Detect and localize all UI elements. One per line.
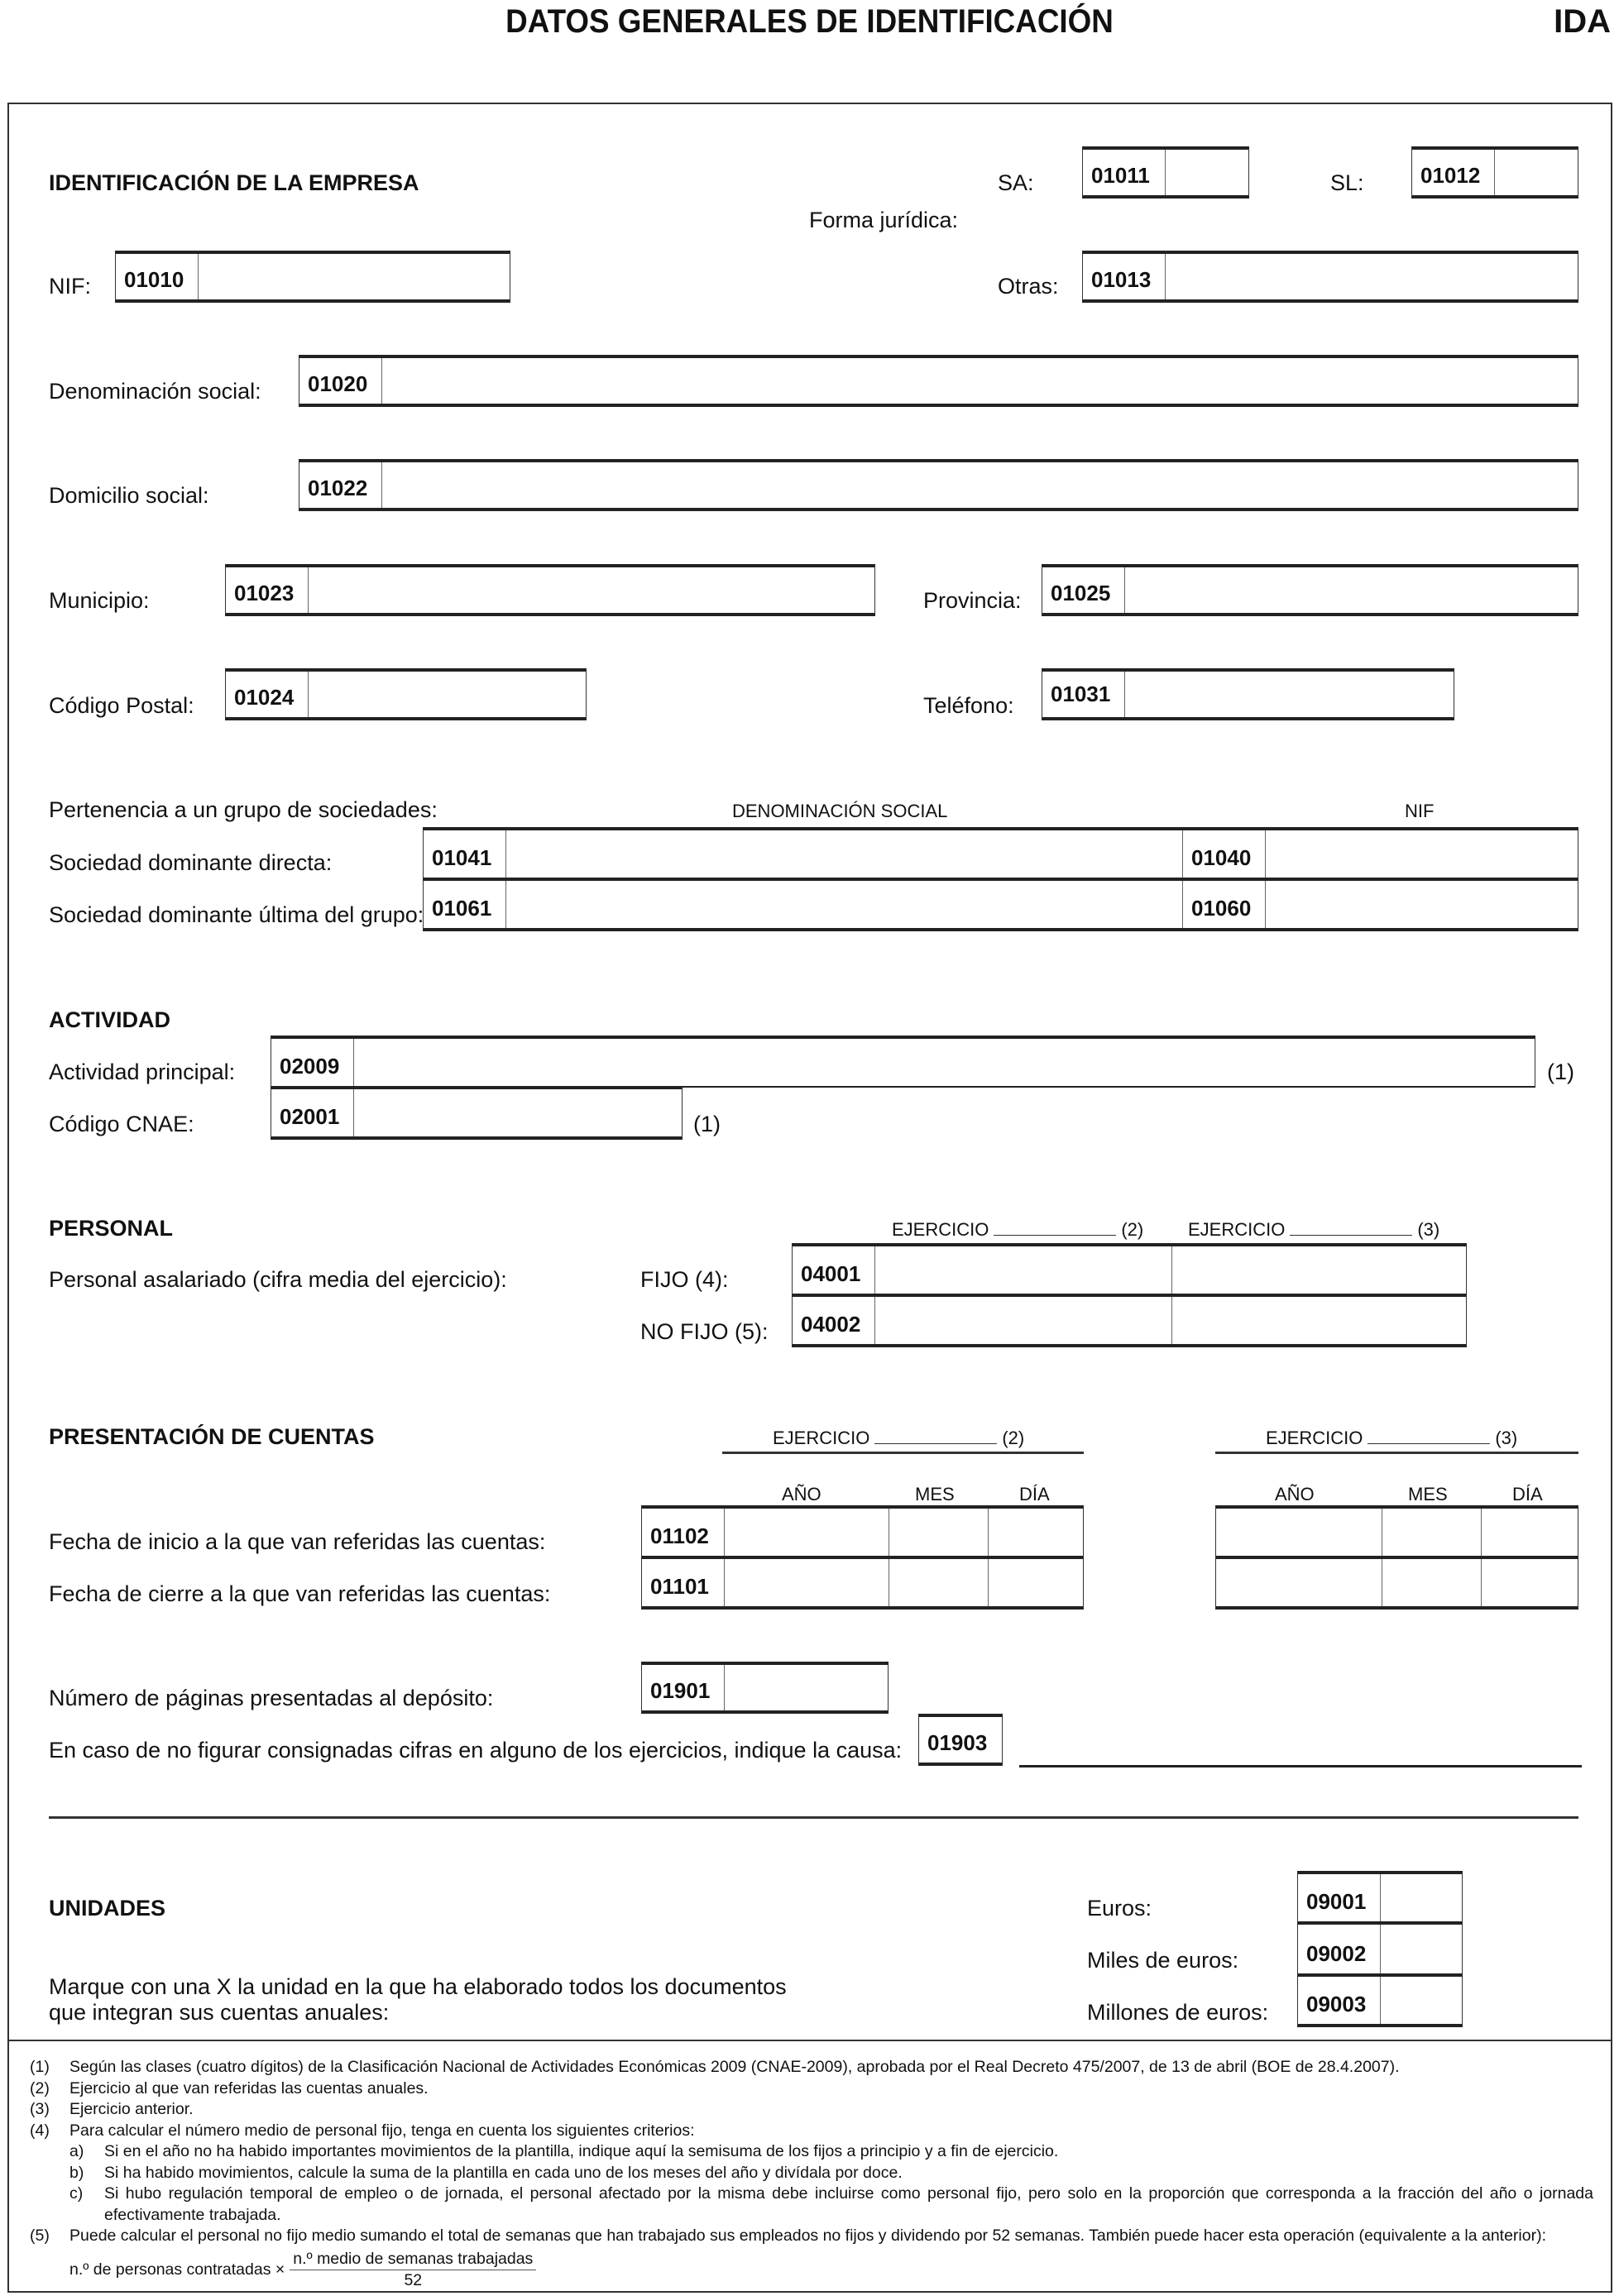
fecha-inicio-actual-field[interactable] [641, 1505, 1084, 1557]
field-code: 01041 [424, 830, 506, 878]
paginas-input[interactable] [725, 1665, 888, 1710]
footnote-ref: (1) [693, 1112, 721, 1136]
section-heading-cuentas: PRESENTACIÓN DE CUENTAS [49, 1424, 375, 1449]
ejercicio-actual-header: EJERCICIO (2) [892, 1219, 1144, 1240]
field-code: 01102 [642, 1509, 725, 1556]
footnote-4c: c) Si hubo regulación temporal de empleo o de jornada, el personal afectado por la misma debe incluirse como personal fijo, pero solo en la proporción que corresponda a la fracción del año o jornada efectivamente trabajada. [69, 2184, 1593, 2224]
field-code: 04002 [793, 1297, 875, 1344]
footnote-1: (1) Según las clases (cuatro dígitos) de la Clasificación Nacional de Actividades Económicas 2009 (CNAE-2009), aprobada por el Real Decreto 475/2007, de 13 de abril (BOE de 28.4.2007). [30, 2058, 1400, 2076]
field-code: 01022 [299, 462, 382, 508]
sa-field[interactable] [1082, 146, 1249, 199]
provincia-input[interactable] [1125, 567, 1578, 613]
field-code: 01024 [226, 672, 309, 717]
field-code: 02009 [271, 1039, 354, 1086]
otras-input[interactable] [1166, 254, 1578, 299]
column-header-denominacion: DENOMINACIÓN SOCIAL [732, 801, 948, 821]
miles-field[interactable] [1297, 1923, 1463, 1975]
no-fijo-anterior-input[interactable] [1172, 1297, 1466, 1344]
col-anio: AÑO [1275, 1484, 1315, 1504]
field-code: 01010 [116, 254, 199, 299]
miles-checkbox-input[interactable] [1381, 1925, 1462, 1973]
euros-checkbox-input[interactable] [1381, 1874, 1462, 1921]
fecha-cierre-anterior-field[interactable] [1215, 1557, 1578, 1610]
municipio-input[interactable] [309, 567, 874, 613]
paginas-label: Número de páginas presentadas al depósito: [49, 1686, 494, 1710]
denominacion-label: Denominación social: [49, 379, 261, 404]
codigo-postal-label: Código Postal: [49, 693, 194, 718]
no-fijo-label: NO FIJO (5): [640, 1319, 769, 1344]
sa-label: SA: [998, 170, 1034, 195]
field-code: 01031 [1042, 672, 1125, 717]
causa-continuation-line [49, 1816, 1578, 1819]
personal-fijo-field[interactable] [792, 1243, 1467, 1295]
dominante-directa-denominacion-input[interactable] [506, 830, 1182, 878]
unidades-instruction: Marque con una X la unidad en la que ha elaborado todos los documentos que integran sus cuentas anuales: [49, 1974, 787, 2025]
field-code: 01020 [299, 358, 382, 404]
municipio-label: Municipio: [49, 588, 150, 613]
col-anio: AÑO [782, 1484, 821, 1504]
field-code: 01061 [424, 881, 506, 928]
denominacion-input[interactable] [382, 358, 1578, 404]
nif-label: NIF: [49, 274, 91, 299]
field-code: 01013 [1083, 254, 1166, 299]
grupo-row-directa[interactable] [423, 827, 1578, 879]
field-code: 01040 [1183, 830, 1266, 878]
euros-label: Euros: [1087, 1896, 1152, 1921]
inicio-anterior-mes-input[interactable] [1382, 1509, 1481, 1556]
grupo-row-ultima[interactable] [423, 879, 1578, 931]
paginas-field[interactable] [641, 1662, 889, 1714]
footnote-2: (2) Ejercicio al que van referidas las cuentas anuales. [30, 2078, 429, 2097]
footnotes [30, 2057, 1593, 2292]
col-dia: DÍA [1512, 1484, 1543, 1504]
millones-field[interactable] [1297, 1975, 1463, 2027]
no-fijo-actual-input[interactable] [875, 1297, 1171, 1344]
section-heading-actividad: ACTIVIDAD [49, 1007, 170, 1032]
cuentas-ejercicio-anterior-header: EJERCICIO (3) [1266, 1428, 1518, 1448]
sl-field[interactable] [1411, 146, 1578, 199]
field-code: 01060 [1183, 881, 1266, 928]
nif-field[interactable] [115, 251, 510, 303]
telefono-field[interactable] [1042, 668, 1454, 720]
dominante-directa-nif-input[interactable] [1266, 830, 1578, 878]
page-title: DATOS GENERALES DE IDENTIFICACIÓN [505, 3, 1114, 40]
nif-input[interactable] [199, 254, 510, 299]
causa-label: En caso de no figurar consignadas cifras en alguno de los ejercicios, indique la causa: [49, 1738, 903, 1763]
formula: n.º de personas contratadas × $\frac{\text{n.º medio de semanas trabajadas}}{52}$ [30, 2249, 1593, 2292]
fijo-anterior-input[interactable] [1172, 1246, 1466, 1294]
actividad-principal-label: Actividad principal: [49, 1060, 236, 1084]
sl-label: SL: [1330, 170, 1364, 195]
field-code: 01903 [927, 1730, 988, 1755]
municipio-field[interactable] [225, 564, 875, 616]
millones-checkbox-input[interactable] [1381, 1977, 1462, 2024]
grupo-label: Pertenencia a un grupo de sociedades: [49, 797, 438, 822]
domicilio-label: Domicilio social: [49, 483, 209, 508]
divider [722, 1452, 1084, 1454]
millones-label: Millones de euros: [1087, 2000, 1269, 2025]
field-code: 01025 [1042, 567, 1125, 613]
euros-field[interactable] [1297, 1871, 1463, 1923]
column-header-nif: NIF [1405, 801, 1435, 821]
field-code: 01101 [642, 1559, 725, 1606]
section-heading-personal: PERSONAL [49, 1216, 174, 1241]
actividad-principal-field[interactable] [271, 1036, 1535, 1088]
cierre-dia-input[interactable] [989, 1559, 1083, 1606]
cierre-mes-input[interactable] [889, 1559, 988, 1606]
codigo-postal-field[interactable] [225, 668, 587, 720]
cnae-field[interactable] [271, 1088, 683, 1140]
cierre-anterior-dia-input[interactable] [1482, 1559, 1578, 1606]
footnote-4: (4) Para calcular el número medio de personal fijo, tenga en cuenta los siguientes criterios: [30, 2121, 695, 2140]
denominacion-field[interactable] [299, 355, 1578, 407]
field-code: 09003 [1298, 1977, 1381, 2024]
divider [1215, 1452, 1578, 1454]
section-heading-unidades: UNIDADES [49, 1896, 166, 1921]
causa-code-box [918, 1714, 1003, 1766]
fijo-label: FIJO (4): [640, 1267, 729, 1292]
col-mes: MES [1408, 1484, 1448, 1504]
cuentas-ejercicio-actual-header: EJERCICIO (2) [773, 1428, 1025, 1448]
sa-checkbox-input[interactable] [1166, 150, 1248, 195]
col-dia: DÍA [1019, 1484, 1050, 1504]
ejercicio-anterior-header: EJERCICIO (3) [1188, 1219, 1440, 1240]
actividad-principal-input[interactable] [354, 1039, 1535, 1086]
inicio-mes-input[interactable] [889, 1509, 988, 1556]
telefono-input[interactable] [1125, 672, 1454, 717]
footnote-3: (3) Ejercicio anterior. [30, 2100, 194, 2118]
cierre-anio-input[interactable] [725, 1559, 889, 1606]
form-code: IDA [1554, 3, 1611, 40]
miles-label: Miles de euros: [1087, 1948, 1239, 1973]
provincia-field[interactable] [1042, 564, 1578, 616]
domicilio-field[interactable] [299, 459, 1578, 511]
footnote-4a: a) Si en el año no ha habido importantes movimientos de la plantilla, indique aquí la semisuma de los fijos a principio y a fin de ejercicio. [69, 2142, 1059, 2160]
cierre-anterior-mes-input[interactable] [1382, 1559, 1481, 1606]
section-heading-empresa: IDENTIFICACIÓN DE LA EMPRESA [49, 170, 419, 195]
inicio-anterior-dia-input[interactable] [1482, 1509, 1578, 1556]
fecha-cierre-label: Fecha de cierre a la que van referidas las cuentas: [49, 1581, 551, 1606]
causa-input[interactable] [1019, 1729, 1582, 1767]
field-code: 02001 [271, 1089, 354, 1136]
field-code: 09001 [1298, 1874, 1381, 1921]
field-code: 01011 [1083, 150, 1166, 195]
field-code: 09002 [1298, 1925, 1381, 1973]
dominante-ultima-denominacion-input[interactable] [506, 881, 1182, 928]
footnote-5: (5) Puede calcular el personal no fijo medio sumando el total de semanas que han trabajado sus empleados no fijos y dividendo por 52 semanas. También puede hacer esta operación (equivalente a la anterior): [30, 2227, 1547, 2245]
forma-juridica-label: Forma jurídica: [809, 208, 959, 232]
fecha-cierre-actual-field[interactable] [641, 1557, 1084, 1610]
otras-label: Otras: [998, 274, 1059, 299]
field-code: 01023 [226, 567, 309, 613]
grupo-row-label: Sociedad dominante directa: [49, 850, 333, 875]
inicio-anio-input[interactable] [725, 1509, 889, 1556]
footnote-4b: b) Si ha habido movimientos, calcule la suma de la plantilla en cada uno de los meses del año y divídala por doce. [69, 2163, 903, 2182]
personal-asalariado-label: Personal asalariado (cifra media del ejercicio): [49, 1267, 507, 1292]
inicio-anterior-anio-input[interactable] [1216, 1509, 1382, 1556]
fecha-inicio-label: Fecha de inicio a la que van referidas las cuentas: [49, 1529, 546, 1554]
field-code: 01901 [642, 1665, 725, 1710]
footnote-ref: (1) [1547, 1060, 1574, 1084]
col-mes: MES [915, 1484, 955, 1504]
cierre-anterior-anio-input[interactable] [1216, 1559, 1382, 1606]
cnae-label: Código CNAE: [49, 1112, 194, 1136]
codigo-postal-input[interactable] [309, 672, 586, 717]
grupo-row-label: Sociedad dominante última del grupo: [49, 902, 424, 927]
cnae-input[interactable] [354, 1089, 682, 1136]
dominante-ultima-nif-input[interactable] [1266, 881, 1578, 928]
provincia-label: Provincia: [923, 588, 1022, 613]
inicio-dia-input[interactable] [989, 1509, 1083, 1556]
domicilio-input[interactable] [382, 462, 1578, 508]
formula-fraction: $\frac{\text{n.º medio de semanas trabajadas}}{52}$ [290, 2249, 536, 2292]
field-code: 01012 [1412, 150, 1495, 195]
sl-checkbox-input[interactable] [1495, 150, 1578, 195]
telefono-label: Teléfono: [923, 693, 1014, 718]
fijo-actual-input[interactable] [875, 1246, 1171, 1294]
otras-field[interactable] [1082, 251, 1578, 303]
fecha-inicio-anterior-field[interactable] [1215, 1505, 1578, 1557]
field-code: 04001 [793, 1246, 875, 1294]
personal-no-fijo-field[interactable] [792, 1295, 1467, 1347]
